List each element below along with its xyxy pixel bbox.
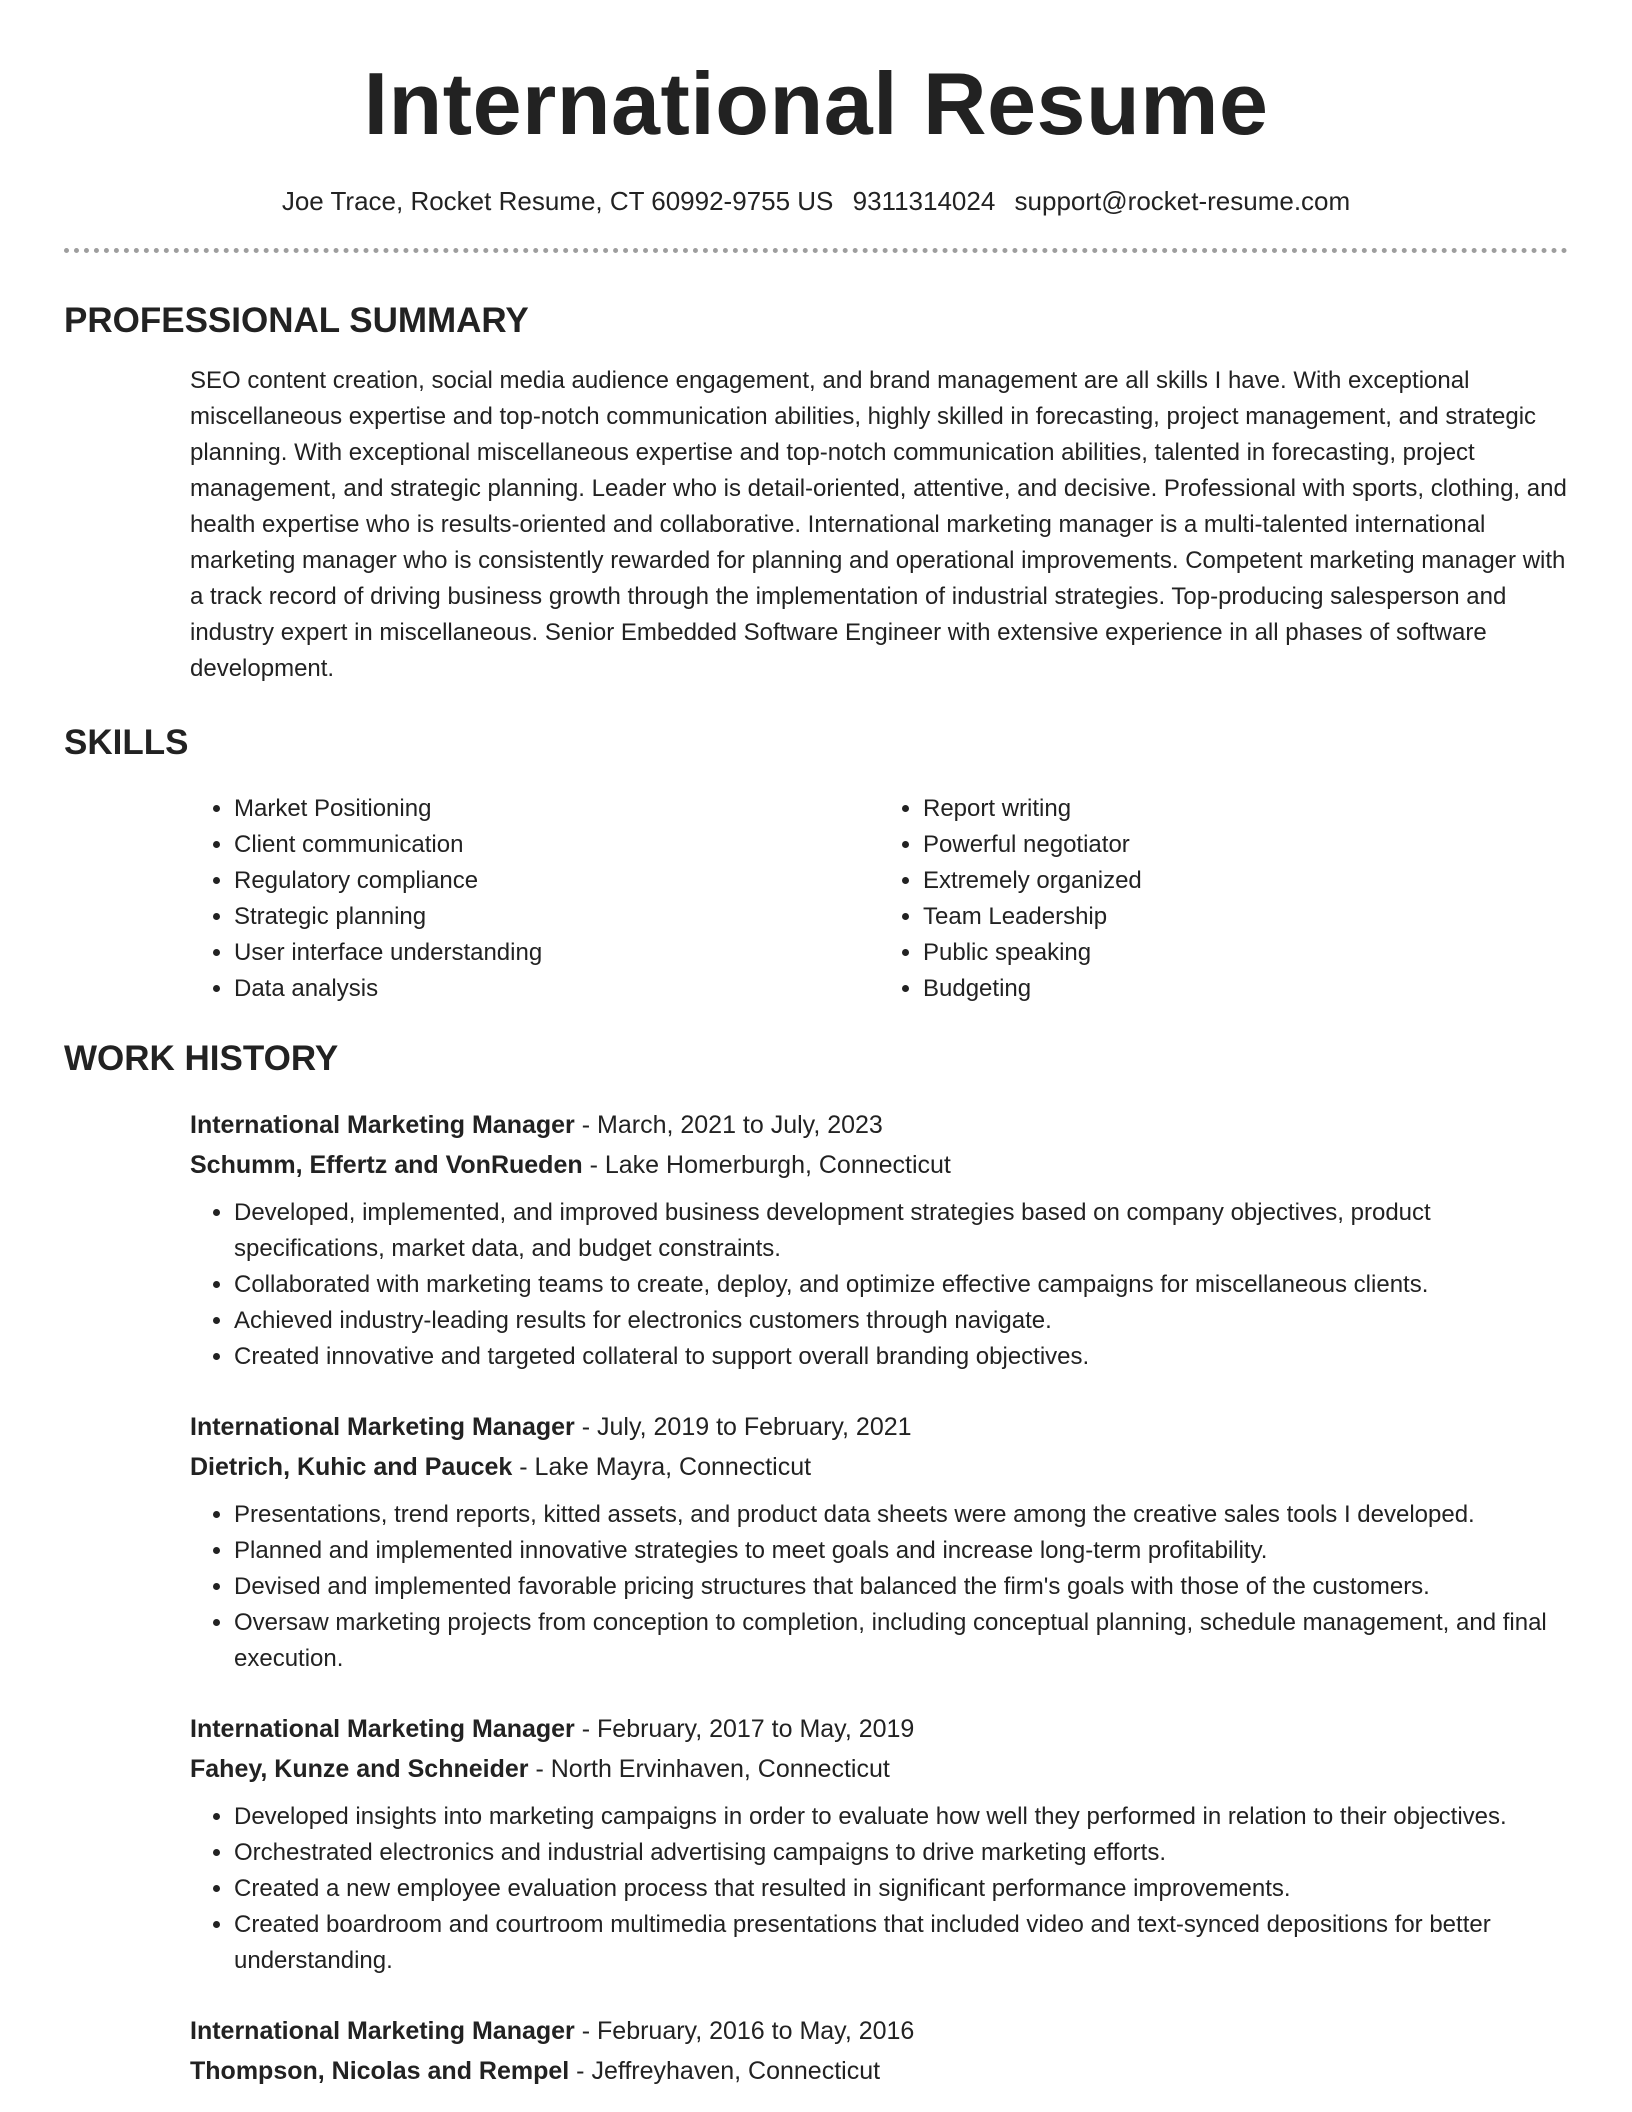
skill-item: • Public speaking (923, 935, 1568, 971)
skill-item: • User interface understanding (234, 935, 879, 971)
job-bullet: • Presentations, trend reports, kitted assets, and product data sheets were among the creative sales tools I developed. (234, 1497, 1568, 1533)
job-bullets (190, 1195, 1568, 1375)
job-bullet: • Achieved industry-leading results for electronics customers through navigate. (234, 1303, 1568, 1339)
skill-item: • Budgeting (923, 971, 1568, 1007)
job-company: Schumm, Effertz and VonRueden (190, 1151, 583, 1179)
job-bullet: • Planned and implemented innovative strategies to meet goals and increase long-term profitability. (234, 1533, 1568, 1569)
skill-item: • Regulatory compliance (234, 863, 879, 899)
contact-address: Joe Trace, Rocket Resume, CT 60992-9755 US (281, 186, 834, 216)
skills-heading: SKILLS (64, 723, 189, 762)
job-company-line (190, 2051, 1568, 2091)
job-bullet: • Created innovative and targeted collateral to support overall branding objectives. (234, 1339, 1568, 1375)
skill-item: • Data analysis (234, 971, 879, 1007)
skill-item: • Team Leadership (923, 899, 1568, 935)
work-history-section (64, 1037, 1568, 2091)
job-bullets (190, 1497, 1568, 1677)
job-entry (190, 1709, 1568, 1979)
job-title: International Marketing Manager (190, 1111, 575, 1139)
job-location: - Lake Homerburgh, Connecticut (582, 1151, 951, 1179)
job-entry (190, 2011, 1568, 2091)
resume-title: International Resume (363, 54, 1269, 153)
job-location: - North Ervinhaven, Connecticut (528, 1755, 890, 1783)
dotted-divider (64, 248, 1568, 253)
job-dates: - February, 2017 to May, 2019 (574, 1715, 915, 1743)
job-title: International Marketing Manager (190, 2017, 575, 2045)
job-title: International Marketing Manager (190, 1715, 575, 1743)
job-bullet: • Developed insights into marketing campaigns in order to evaluate how well they performed in relation to their objectives. (234, 1799, 1568, 1835)
job-dates: - March, 2021 to July, 2023 (574, 1111, 883, 1139)
job-bullets (190, 1799, 1568, 1979)
job-title-line (190, 1709, 1568, 1749)
skill-item: • Client communication (234, 827, 879, 863)
skill-item: • Extremely organized (923, 863, 1568, 899)
skills-section (64, 721, 1568, 1007)
skill-item: • Market Positioning (234, 791, 879, 827)
summary-section (64, 299, 1568, 687)
work-history-heading: WORK HISTORY (64, 1039, 339, 1078)
job-bullet: • Developed, implemented, and improved business development strategies based on company objectives, product specifications, market data, and budget constraints. (234, 1195, 1568, 1267)
skill-item: • Report writing (923, 791, 1568, 827)
job-title-line (190, 1407, 1568, 1447)
job-bullet: • Devised and implemented favorable pricing structures that balanced the firm's goals with those of the customers. (234, 1569, 1568, 1605)
skills-column-right (879, 791, 1568, 1007)
contact-email: support@rocket-resume.com (1014, 186, 1351, 216)
job-title-line (190, 2011, 1568, 2051)
job-company-line (190, 1145, 1568, 1185)
summary-heading: PROFESSIONAL SUMMARY (64, 301, 529, 340)
skills-column-left (190, 791, 879, 1007)
job-bullet: • Collaborated with marketing teams to create, deploy, and optimize effective campaigns for miscellaneous clients. (234, 1267, 1568, 1303)
job-company-line (190, 1749, 1568, 1789)
skill-item: • Strategic planning (234, 899, 879, 935)
job-entry (190, 1105, 1568, 1375)
job-company: Fahey, Kunze and Schneider (190, 1755, 529, 1783)
job-bullet: • Created a new employee evaluation process that resulted in significant performance improvements. (234, 1871, 1568, 1907)
skills-grid (190, 791, 1568, 1007)
job-location: - Jeffreyhaven, Connecticut (569, 2057, 881, 2085)
contact-line (64, 184, 1568, 218)
job-dates: - February, 2016 to May, 2016 (574, 2017, 915, 2045)
contact-phone: 9311314024 (852, 186, 996, 216)
job-company-line (190, 1447, 1568, 1487)
job-location: - Lake Mayra, Connecticut (512, 1453, 812, 1481)
job-company: Thompson, Nicolas and Rempel (190, 2057, 570, 2085)
job-company: Dietrich, Kuhic and Paucek (190, 1453, 513, 1481)
job-bullet: • Created boardroom and courtroom multimedia presentations that included video and text-synced depositions for better understanding. (234, 1907, 1568, 1979)
job-title: International Marketing Manager (190, 1413, 575, 1441)
job-title-line (190, 1105, 1568, 1145)
job-bullet: • Oversaw marketing projects from conception to completion, including conceptual planning, schedule management, and final execution. (234, 1605, 1568, 1677)
job-entry (190, 1407, 1568, 1677)
skill-item: • Powerful negotiator (923, 827, 1568, 863)
job-bullet: • Orchestrated electronics and industrial advertising campaigns to drive marketing efforts. (234, 1835, 1568, 1871)
job-dates: - July, 2019 to February, 2021 (574, 1413, 912, 1441)
summary-text: SEO content creation, social media audience engagement, and brand management are all skills I have. With exceptional miscellaneous expertise and top-notch communication abilities, highly skilled in forecasting, project management, and strategic planning. With exceptional miscellaneous expertise and top-notch communication abilities, talented in forecasting, project management, and strategic planning. Leader who is detail-oriented, attentive, and decisive. Professional with sports, clothing, and health expertise who is results-oriented and collaborative. International marketing manager is a multi-talented international marketing manager who is consistently rewarded for planning and operational improvements. Competent marketing manager with a track record of driving business growth through the implementation of industrial strategies. Top-producing salesperson and industry expert in miscellaneous. Senior Embedded Software Engineer with extensive experience in all phases of software development. (190, 367, 1567, 682)
